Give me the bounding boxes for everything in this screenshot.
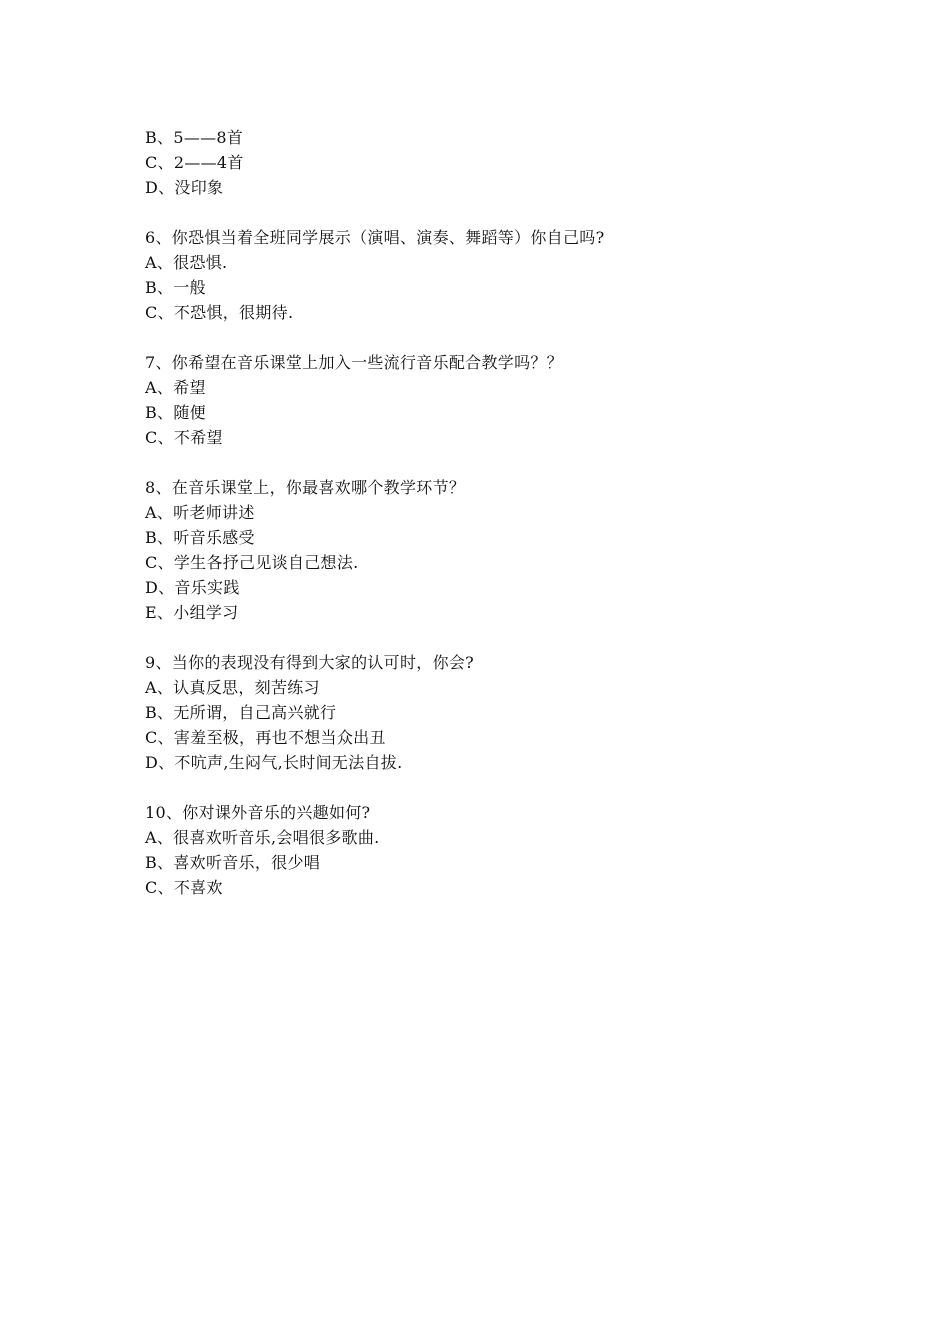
question-text: 9、当你的表现没有得到大家的认可时，你会? (145, 653, 475, 672)
question-5-continuation (145, 125, 845, 200)
option-line: A、很喜欢听音乐,会唱很多歌曲. (145, 828, 380, 847)
option-line: D、不吭声,生闷气,长时间无法自拔. (145, 753, 403, 772)
spacer (145, 450, 845, 475)
question-7-block (145, 350, 845, 450)
question-text: 6、你恐惧当着全班同学展示（演唱、演奏、舞蹈等）你自己吗? (145, 228, 605, 247)
spacer (145, 625, 845, 650)
question-text: 8、在音乐课堂上，你最喜欢哪个教学环节？ (145, 478, 466, 497)
option-line: A、听老师讲述 (145, 503, 255, 522)
option-line: B、喜欢听音乐，很少唱 (145, 853, 321, 872)
spacer (145, 325, 845, 350)
option-line: E、小组学习 (145, 603, 239, 622)
question-6-block (145, 225, 845, 325)
survey-content (145, 125, 845, 900)
option-line: C、2——4首 (145, 153, 244, 172)
option-line: A、认真反思，刻苦练习 (145, 678, 320, 697)
option-line: A、希望 (145, 378, 206, 397)
option-line: C、害羞至极，再也不想当众出丑 (145, 728, 386, 747)
option-line: C、学生各抒己见谈自己想法. (145, 553, 359, 572)
option-line: B、听音乐感受 (145, 528, 255, 547)
spacer (145, 775, 845, 800)
option-line: C、不恐惧，很期待. (145, 303, 294, 322)
option-line: B、5——8首 (145, 128, 244, 147)
option-line: C、不希望 (145, 428, 223, 447)
question-9-block (145, 650, 845, 775)
option-line: D、没印象 (145, 178, 224, 197)
option-line: B、随便 (145, 403, 206, 422)
option-line: C、不喜欢 (145, 878, 223, 897)
option-line: B、无所谓，自己高兴就行 (145, 703, 337, 722)
option-line: B、一般 (145, 278, 206, 297)
spacer (145, 200, 845, 225)
option-line: A、很恐惧. (145, 253, 228, 272)
question-text: 10、你对课外音乐的兴趣如何? (145, 803, 371, 822)
question-8-block (145, 475, 845, 625)
option-line: D、音乐实践 (145, 578, 240, 597)
question-10-block (145, 800, 845, 900)
question-text: 7、你希望在音乐课堂上加入一些流行音乐配合教学吗？？ (145, 353, 563, 372)
